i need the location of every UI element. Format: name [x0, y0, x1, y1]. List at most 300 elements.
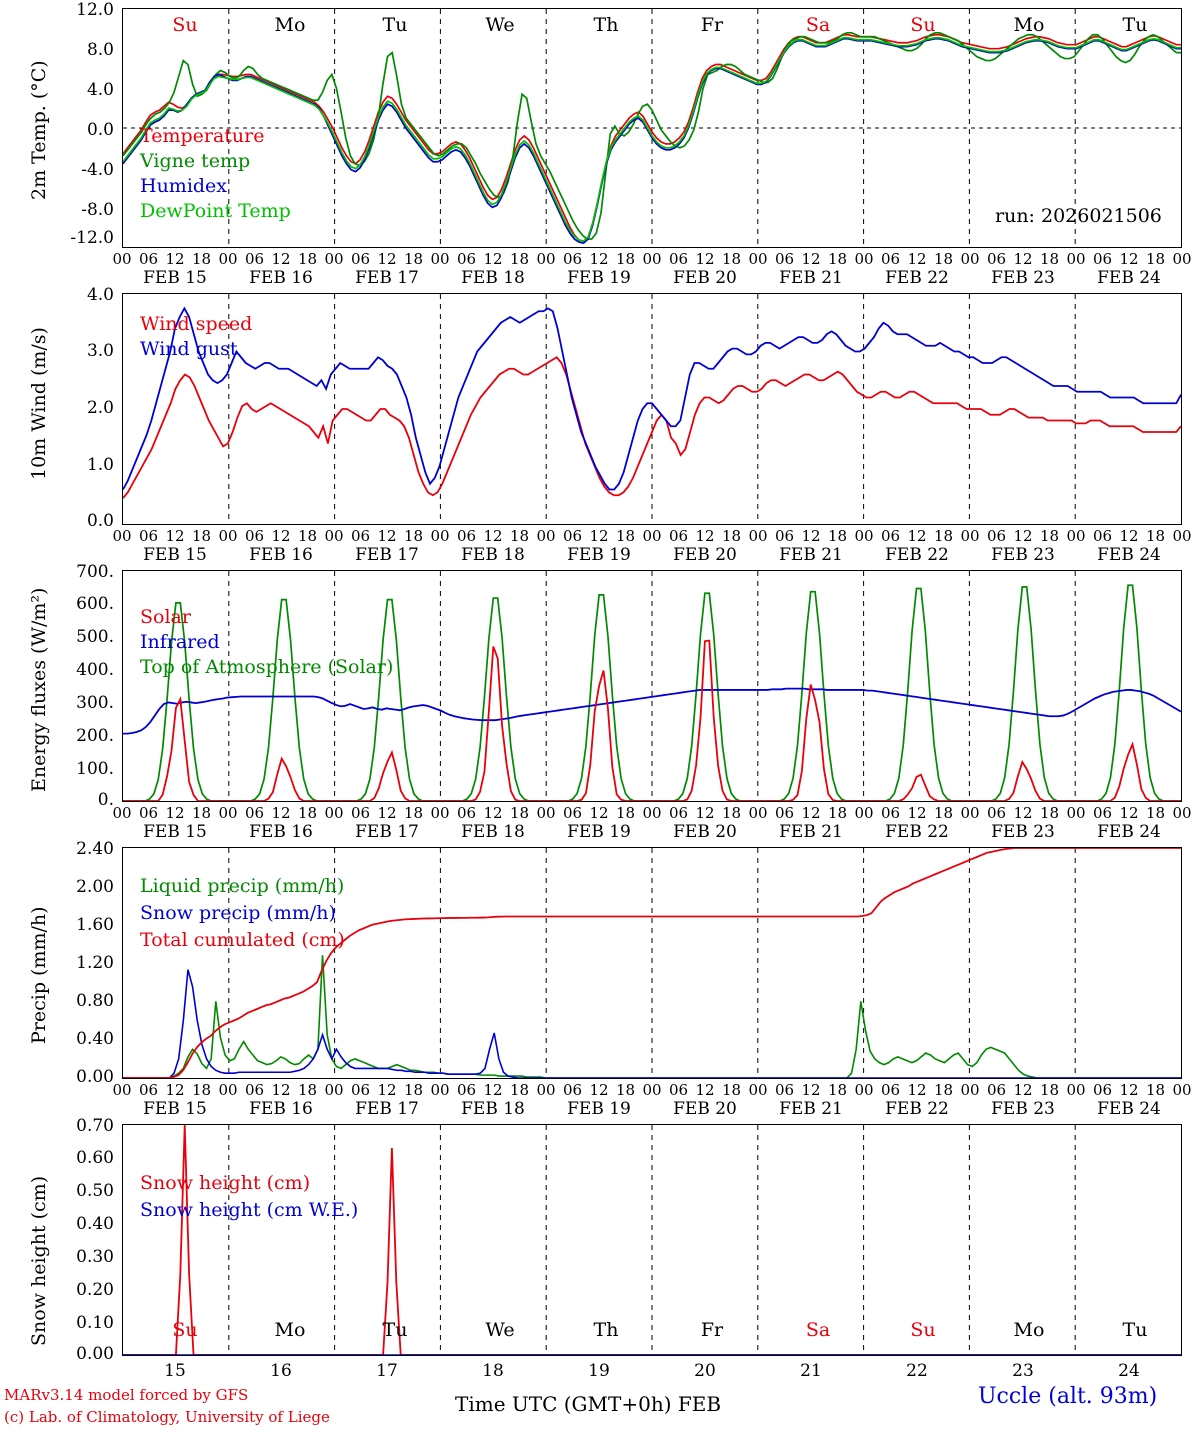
- hour-tick: 06: [1092, 527, 1113, 545]
- energy-ytick-6: 100.: [76, 759, 114, 779]
- date-label: FEB 21: [779, 268, 843, 288]
- date-label: FEB 19: [567, 545, 631, 565]
- day-number: 20: [694, 1361, 716, 1381]
- hour-tick: 12: [695, 250, 715, 268]
- date-label: FEB 17: [355, 1099, 419, 1119]
- hour-tick: 06: [986, 250, 1007, 268]
- hour-tick: 00: [1172, 250, 1192, 268]
- day-number: 21: [800, 1361, 822, 1381]
- energy-ylabel: Energy fluxes (W/m²): [28, 587, 50, 792]
- day-label-tu-2: Tu: [1122, 14, 1148, 36]
- hour-tick: 00: [112, 804, 132, 822]
- panel-wind: [0, 285, 1194, 565]
- hour-tick: 00: [748, 804, 768, 822]
- hour-tick: 18: [933, 804, 954, 822]
- energy-ytick-1: 600.: [76, 594, 114, 614]
- date-label: FEB 16: [249, 822, 313, 842]
- date-label: FEB 20: [673, 1099, 737, 1119]
- hour-tick: 18: [509, 527, 530, 545]
- temp-ytick-1: 8.0: [86, 40, 114, 60]
- hour-tick: 00: [642, 250, 662, 268]
- hour-tick: 06: [562, 527, 583, 545]
- hour-tick: 06: [668, 804, 689, 822]
- bottom-day-th-1: Th: [593, 1319, 619, 1341]
- bottom-day-tu-1: Tu: [382, 1319, 408, 1341]
- legend-dewpoint-temp: DewPoint Temp: [140, 200, 291, 222]
- date-label: FEB 16: [249, 268, 313, 288]
- hour-tick: 18: [827, 804, 848, 822]
- hour-tick: 12: [271, 250, 291, 268]
- legend-snow-height: Snow height (cm): [140, 1172, 311, 1194]
- hour-tick: 00: [960, 804, 980, 822]
- legend-solar: Solar: [140, 606, 191, 628]
- hour-tick: 18: [191, 527, 212, 545]
- temperature-ylabel: 2m Temp. (°C): [28, 60, 50, 200]
- date-label: FEB 23: [991, 545, 1055, 565]
- date-label: FEB 24: [1097, 545, 1161, 565]
- hour-tick: 06: [880, 1081, 901, 1099]
- date-label: FEB 20: [673, 822, 737, 842]
- hour-tick: 06: [1092, 250, 1113, 268]
- snow-ytick-1: 0.60: [76, 1148, 114, 1168]
- hour-tick: 12: [483, 804, 503, 822]
- hour-tick: 12: [589, 250, 609, 268]
- wind-plot: [122, 293, 1182, 525]
- hour-tick: 18: [721, 250, 742, 268]
- panel-snow-height: [0, 1116, 1194, 1381]
- day-number: 23: [1012, 1361, 1034, 1381]
- hour-tick: 00: [960, 250, 980, 268]
- hour-tick: 06: [456, 527, 477, 545]
- run-label: run: 2026021506: [995, 205, 1162, 227]
- hour-tick: 06: [774, 804, 795, 822]
- hour-tick: 18: [615, 527, 636, 545]
- day-label-mo-1: Mo: [274, 14, 306, 36]
- hour-tick: 18: [403, 804, 424, 822]
- hour-tick: 00: [218, 250, 238, 268]
- date-label: FEB 21: [779, 545, 843, 565]
- day-label-sa-1: Sa: [805, 14, 831, 36]
- hour-tick: 12: [801, 1081, 821, 1099]
- legend-wind-gust: Wind gust: [140, 338, 238, 360]
- date-label: FEB 21: [779, 822, 843, 842]
- date-label: FEB 22: [885, 545, 949, 565]
- hour-tick: 00: [112, 1081, 132, 1099]
- hour-tick: 00: [1066, 1081, 1086, 1099]
- hour-tick: 00: [430, 250, 450, 268]
- precip-ytick-2: 1.60: [76, 915, 114, 935]
- date-label: FEB 23: [991, 268, 1055, 288]
- precip-ylabel: Precip (mm/h): [28, 906, 50, 1044]
- panel-precip: [0, 839, 1194, 1119]
- hour-tick: 00: [1172, 804, 1192, 822]
- legend-liquid-precip: Liquid precip (mm/h): [140, 875, 345, 897]
- date-label: FEB 17: [355, 822, 419, 842]
- temp-ytick-0: 12.0: [76, 0, 114, 20]
- date-label: FEB 17: [355, 545, 419, 565]
- xaxis-title: Time UTC (GMT+0h) FEB: [455, 1392, 722, 1416]
- hour-tick: 06: [244, 804, 265, 822]
- temp-ytick-3: 0.0: [86, 120, 114, 140]
- hour-tick: 18: [1039, 1081, 1060, 1099]
- date-label: FEB 19: [567, 268, 631, 288]
- legend-top-of-atmosphere: Top of Atmosphere (Solar): [140, 656, 394, 678]
- bottom-day-mo-1: Mo: [274, 1319, 306, 1341]
- hour-tick: 00: [324, 804, 344, 822]
- hour-tick: 06: [668, 250, 689, 268]
- hour-tick: 18: [615, 250, 636, 268]
- hour-tick: 18: [191, 1081, 212, 1099]
- hour-tick: 00: [536, 250, 556, 268]
- hour-tick: 00: [536, 804, 556, 822]
- day-number: 16: [270, 1361, 292, 1381]
- hour-tick: 00: [1172, 527, 1192, 545]
- hour-tick: 00: [218, 1081, 238, 1099]
- hour-tick: 12: [377, 527, 397, 545]
- legend-wind-speed: Wind speed: [140, 313, 253, 335]
- hour-tick: 06: [668, 1081, 689, 1099]
- hour-tick: 06: [774, 1081, 795, 1099]
- bottom-day-su-1: Su: [172, 1319, 198, 1341]
- hour-tick: 12: [695, 1081, 715, 1099]
- hour-tick: 18: [615, 1081, 636, 1099]
- date-label: FEB 22: [885, 268, 949, 288]
- date-label: FEB 20: [673, 545, 737, 565]
- hour-tick: 00: [430, 527, 450, 545]
- hour-tick: 06: [880, 804, 901, 822]
- hour-tick: 18: [297, 804, 318, 822]
- day-number: 19: [588, 1361, 610, 1381]
- day-number: 18: [482, 1361, 504, 1381]
- hour-tick: 06: [986, 804, 1007, 822]
- hour-tick: 00: [642, 804, 662, 822]
- hour-tick: 06: [562, 1081, 583, 1099]
- hour-tick: 06: [456, 1081, 477, 1099]
- hour-tick: 12: [695, 527, 715, 545]
- hour-tick: 12: [589, 1081, 609, 1099]
- hour-tick: 06: [562, 804, 583, 822]
- hour-tick: 06: [350, 527, 371, 545]
- hour-tick: 18: [297, 527, 318, 545]
- hour-tick: 18: [403, 250, 424, 268]
- day-number: 15: [164, 1361, 186, 1381]
- energy-plot: [122, 570, 1182, 802]
- energy-ytick-2: 500.: [76, 627, 114, 647]
- hour-tick: 00: [960, 1081, 980, 1099]
- hour-tick: 06: [456, 804, 477, 822]
- hour-tick: 06: [350, 1081, 371, 1099]
- date-label: FEB 23: [991, 822, 1055, 842]
- hour-tick: 00: [430, 1081, 450, 1099]
- hour-tick: 12: [589, 804, 609, 822]
- hour-tick: 00: [642, 527, 662, 545]
- legend-total-cumulated: Total cumulated (cm): [140, 929, 345, 951]
- wind-ytick-4: 0.0: [86, 511, 114, 531]
- hour-tick: 18: [827, 1081, 848, 1099]
- hour-tick: 12: [801, 527, 821, 545]
- hour-tick: 06: [138, 1081, 159, 1099]
- hour-tick: 00: [536, 1081, 556, 1099]
- hour-tick: 18: [933, 1081, 954, 1099]
- day-label-su-1: Su: [172, 14, 198, 36]
- hour-tick: 12: [271, 1081, 291, 1099]
- hour-tick: 06: [880, 250, 901, 268]
- hour-tick: 06: [244, 250, 265, 268]
- hour-tick: 18: [615, 804, 636, 822]
- hour-tick: 06: [986, 1081, 1007, 1099]
- day-label-mo-2: Mo: [1013, 14, 1045, 36]
- precip-ytick-0: 2.40: [76, 839, 114, 859]
- legend-vigne-temp: Vigne temp: [140, 150, 251, 172]
- date-label: FEB 15: [143, 822, 207, 842]
- hour-tick: 18: [827, 250, 848, 268]
- hour-tick: 18: [1145, 250, 1166, 268]
- date-label: FEB 24: [1097, 822, 1161, 842]
- hour-tick: 12: [1119, 527, 1139, 545]
- date-label: FEB 18: [461, 268, 525, 288]
- hour-tick: 18: [191, 250, 212, 268]
- hour-tick: 06: [350, 804, 371, 822]
- snow-ytick-4: 0.30: [76, 1247, 114, 1267]
- date-label: FEB 15: [143, 1099, 207, 1119]
- hour-tick: 06: [668, 527, 689, 545]
- hour-tick: 18: [1145, 527, 1166, 545]
- hour-tick: 12: [907, 527, 927, 545]
- date-label: FEB 16: [249, 1099, 313, 1119]
- date-label: FEB 21: [779, 1099, 843, 1119]
- precip-ytick-4: 0.80: [76, 991, 114, 1011]
- station-label: Uccle (alt. 93m): [978, 1384, 1158, 1409]
- hour-tick: 00: [324, 527, 344, 545]
- wind-ytick-0: 4.0: [86, 285, 114, 305]
- hour-tick: 18: [933, 250, 954, 268]
- date-label: FEB 22: [885, 1099, 949, 1119]
- wind-ytick-1: 3.0: [86, 341, 114, 361]
- hour-tick: 00: [748, 1081, 768, 1099]
- hour-tick: 00: [748, 250, 768, 268]
- day-label-fr-1: Fr: [700, 14, 724, 36]
- hour-tick: 12: [1119, 1081, 1139, 1099]
- hour-tick: 00: [1066, 804, 1086, 822]
- hour-tick: 00: [960, 527, 980, 545]
- date-label: FEB 16: [249, 545, 313, 565]
- hour-tick: 18: [721, 804, 742, 822]
- day-number: 17: [376, 1361, 398, 1381]
- bottom-day-we-1: We: [485, 1319, 515, 1341]
- hour-tick: 12: [271, 527, 291, 545]
- hour-tick: 18: [403, 527, 424, 545]
- hour-tick: 18: [721, 1081, 742, 1099]
- hour-tick: 12: [377, 804, 397, 822]
- hour-tick: 06: [562, 250, 583, 268]
- hour-tick: 06: [986, 527, 1007, 545]
- hour-tick: 00: [324, 1081, 344, 1099]
- hour-tick: 18: [721, 527, 742, 545]
- panel-energy-fluxes: [0, 562, 1194, 842]
- hour-tick: 18: [297, 1081, 318, 1099]
- date-label: FEB 18: [461, 545, 525, 565]
- hour-tick: 12: [483, 527, 503, 545]
- hour-tick: 00: [536, 527, 556, 545]
- day-number: 22: [906, 1361, 928, 1381]
- temp-ytick-2: 4.0: [86, 80, 114, 100]
- hour-tick: 06: [350, 250, 371, 268]
- date-label: FEB 18: [461, 1099, 525, 1119]
- precip-ytick-3: 1.20: [76, 953, 114, 973]
- hour-tick: 12: [801, 250, 821, 268]
- legend-temperature: Temperature: [140, 125, 265, 147]
- snow-ylabel: Snow height (cm): [28, 1175, 50, 1346]
- hour-tick: 00: [1172, 1081, 1192, 1099]
- hour-tick: 12: [165, 250, 185, 268]
- date-label: FEB 22: [885, 822, 949, 842]
- bottom-day-mo-2: Mo: [1013, 1319, 1045, 1341]
- energy-ytick-5: 200.: [76, 726, 114, 746]
- hour-tick: 06: [138, 804, 159, 822]
- hour-tick: 12: [801, 804, 821, 822]
- snow-ytick-7: 0.00: [76, 1344, 114, 1364]
- energy-ytick-0: 700.: [76, 562, 114, 582]
- hour-tick: 00: [218, 804, 238, 822]
- hour-tick: 18: [1039, 804, 1060, 822]
- bottom-day-fr-1: Fr: [700, 1319, 724, 1341]
- hour-tick: 12: [1119, 804, 1139, 822]
- energy-ytick-4: 300.: [76, 693, 114, 713]
- day-label-tu-1: Tu: [382, 14, 408, 36]
- wind-ytick-3: 1.0: [86, 455, 114, 475]
- wind-ylabel: 10m Wind (m/s): [28, 327, 50, 480]
- hour-tick: 00: [430, 804, 450, 822]
- hour-tick: 00: [642, 1081, 662, 1099]
- hour-tick: 06: [138, 527, 159, 545]
- snow-ytick-0: 0.70: [76, 1116, 114, 1136]
- hour-tick: 12: [907, 1081, 927, 1099]
- hour-tick: 00: [854, 250, 874, 268]
- hour-tick: 12: [483, 250, 503, 268]
- snow-ytick-3: 0.40: [76, 1214, 114, 1234]
- date-label: FEB 15: [143, 545, 207, 565]
- precip-ytick-5: 0.40: [76, 1029, 114, 1049]
- date-label: FEB 17: [355, 268, 419, 288]
- date-label: FEB 24: [1097, 1099, 1161, 1119]
- hour-tick: 18: [191, 804, 212, 822]
- hour-tick: 00: [854, 527, 874, 545]
- date-label: FEB 15: [143, 268, 207, 288]
- hour-tick: 00: [854, 804, 874, 822]
- hour-tick: 12: [907, 250, 927, 268]
- hour-tick: 12: [483, 1081, 503, 1099]
- legend-snow-precip: Snow precip (mm/h): [140, 902, 336, 924]
- footer-copyright: (c) Lab. of Climatology, University of Liege: [4, 1408, 330, 1426]
- hour-tick: 06: [456, 250, 477, 268]
- hour-tick: 06: [138, 250, 159, 268]
- hour-tick: 00: [1066, 527, 1086, 545]
- hour-tick: 18: [1039, 527, 1060, 545]
- date-label: FEB 19: [567, 822, 631, 842]
- wind-ytick-2: 2.0: [86, 398, 114, 418]
- day-label-th-1: Th: [593, 14, 619, 36]
- hour-tick: 18: [509, 1081, 530, 1099]
- temp-ytick-4: -4.0: [81, 160, 114, 180]
- hour-tick: 18: [403, 1081, 424, 1099]
- hour-tick: 18: [933, 527, 954, 545]
- hour-tick: 00: [218, 527, 238, 545]
- hour-tick: 12: [1119, 250, 1139, 268]
- date-label: FEB 23: [991, 1099, 1055, 1119]
- hour-tick: 06: [1092, 1081, 1113, 1099]
- day-label-su-2: Su: [910, 14, 936, 36]
- hour-tick: 06: [880, 527, 901, 545]
- hour-tick: 18: [827, 527, 848, 545]
- hour-tick: 00: [112, 250, 132, 268]
- hour-tick: 06: [774, 527, 795, 545]
- day-number: 24: [1118, 1361, 1140, 1381]
- hour-tick: 00: [324, 250, 344, 268]
- hour-tick: 18: [1145, 804, 1166, 822]
- temp-ytick-6: -12.0: [70, 228, 114, 248]
- footer-model: MARv3.14 model forced by GFS: [4, 1386, 249, 1404]
- hour-tick: 18: [509, 250, 530, 268]
- hour-tick: 12: [165, 527, 185, 545]
- hour-tick: 18: [509, 804, 530, 822]
- precip-ytick-6: 0.00: [76, 1067, 114, 1087]
- hour-tick: 18: [1039, 250, 1060, 268]
- hour-tick: 12: [165, 1081, 185, 1099]
- date-label: FEB 18: [461, 822, 525, 842]
- temp-ytick-5: -8.0: [81, 200, 114, 220]
- snow-ytick-2: 0.50: [76, 1181, 114, 1201]
- date-label: FEB 24: [1097, 268, 1161, 288]
- legend-humidex: Humidex: [140, 175, 228, 197]
- hour-tick: 06: [244, 1081, 265, 1099]
- energy-ytick-7: 0.: [97, 790, 114, 810]
- hour-tick: 12: [1013, 804, 1033, 822]
- hour-tick: 12: [907, 804, 927, 822]
- precip-ytick-1: 2.00: [76, 877, 114, 897]
- date-label: FEB 19: [567, 1099, 631, 1119]
- hour-tick: 12: [1013, 527, 1033, 545]
- hour-tick: 12: [377, 250, 397, 268]
- hour-tick: 12: [1013, 250, 1033, 268]
- snow-ytick-5: 0.20: [76, 1280, 114, 1300]
- bottom-day-tu-2: Tu: [1122, 1319, 1148, 1341]
- hour-tick: 00: [748, 527, 768, 545]
- hour-tick: 12: [1013, 1081, 1033, 1099]
- hour-tick: 12: [377, 1081, 397, 1099]
- hour-tick: 00: [854, 1081, 874, 1099]
- date-label: FEB 20: [673, 268, 737, 288]
- day-label-we-1: We: [485, 14, 515, 36]
- hour-tick: 06: [1092, 804, 1113, 822]
- hour-tick: 12: [695, 804, 715, 822]
- bottom-day-su-2: Su: [910, 1319, 936, 1341]
- snow-ytick-6: 0.10: [76, 1313, 114, 1333]
- hour-tick: 06: [774, 250, 795, 268]
- hour-tick: 18: [1145, 1081, 1166, 1099]
- legend-snow-height-we: Snow height (cm W.E.): [140, 1199, 359, 1221]
- energy-ytick-3: 400.: [76, 660, 114, 680]
- hour-tick: 00: [1066, 250, 1086, 268]
- hour-tick: 00: [112, 527, 132, 545]
- panel-temperature: [0, 0, 1194, 288]
- bottom-day-sa-1: Sa: [805, 1319, 831, 1341]
- hour-tick: 06: [244, 527, 265, 545]
- hour-tick: 12: [165, 804, 185, 822]
- hour-tick: 18: [297, 250, 318, 268]
- hour-tick: 12: [271, 804, 291, 822]
- legend-infrared: Infrared: [140, 631, 220, 653]
- hour-tick: 12: [589, 527, 609, 545]
